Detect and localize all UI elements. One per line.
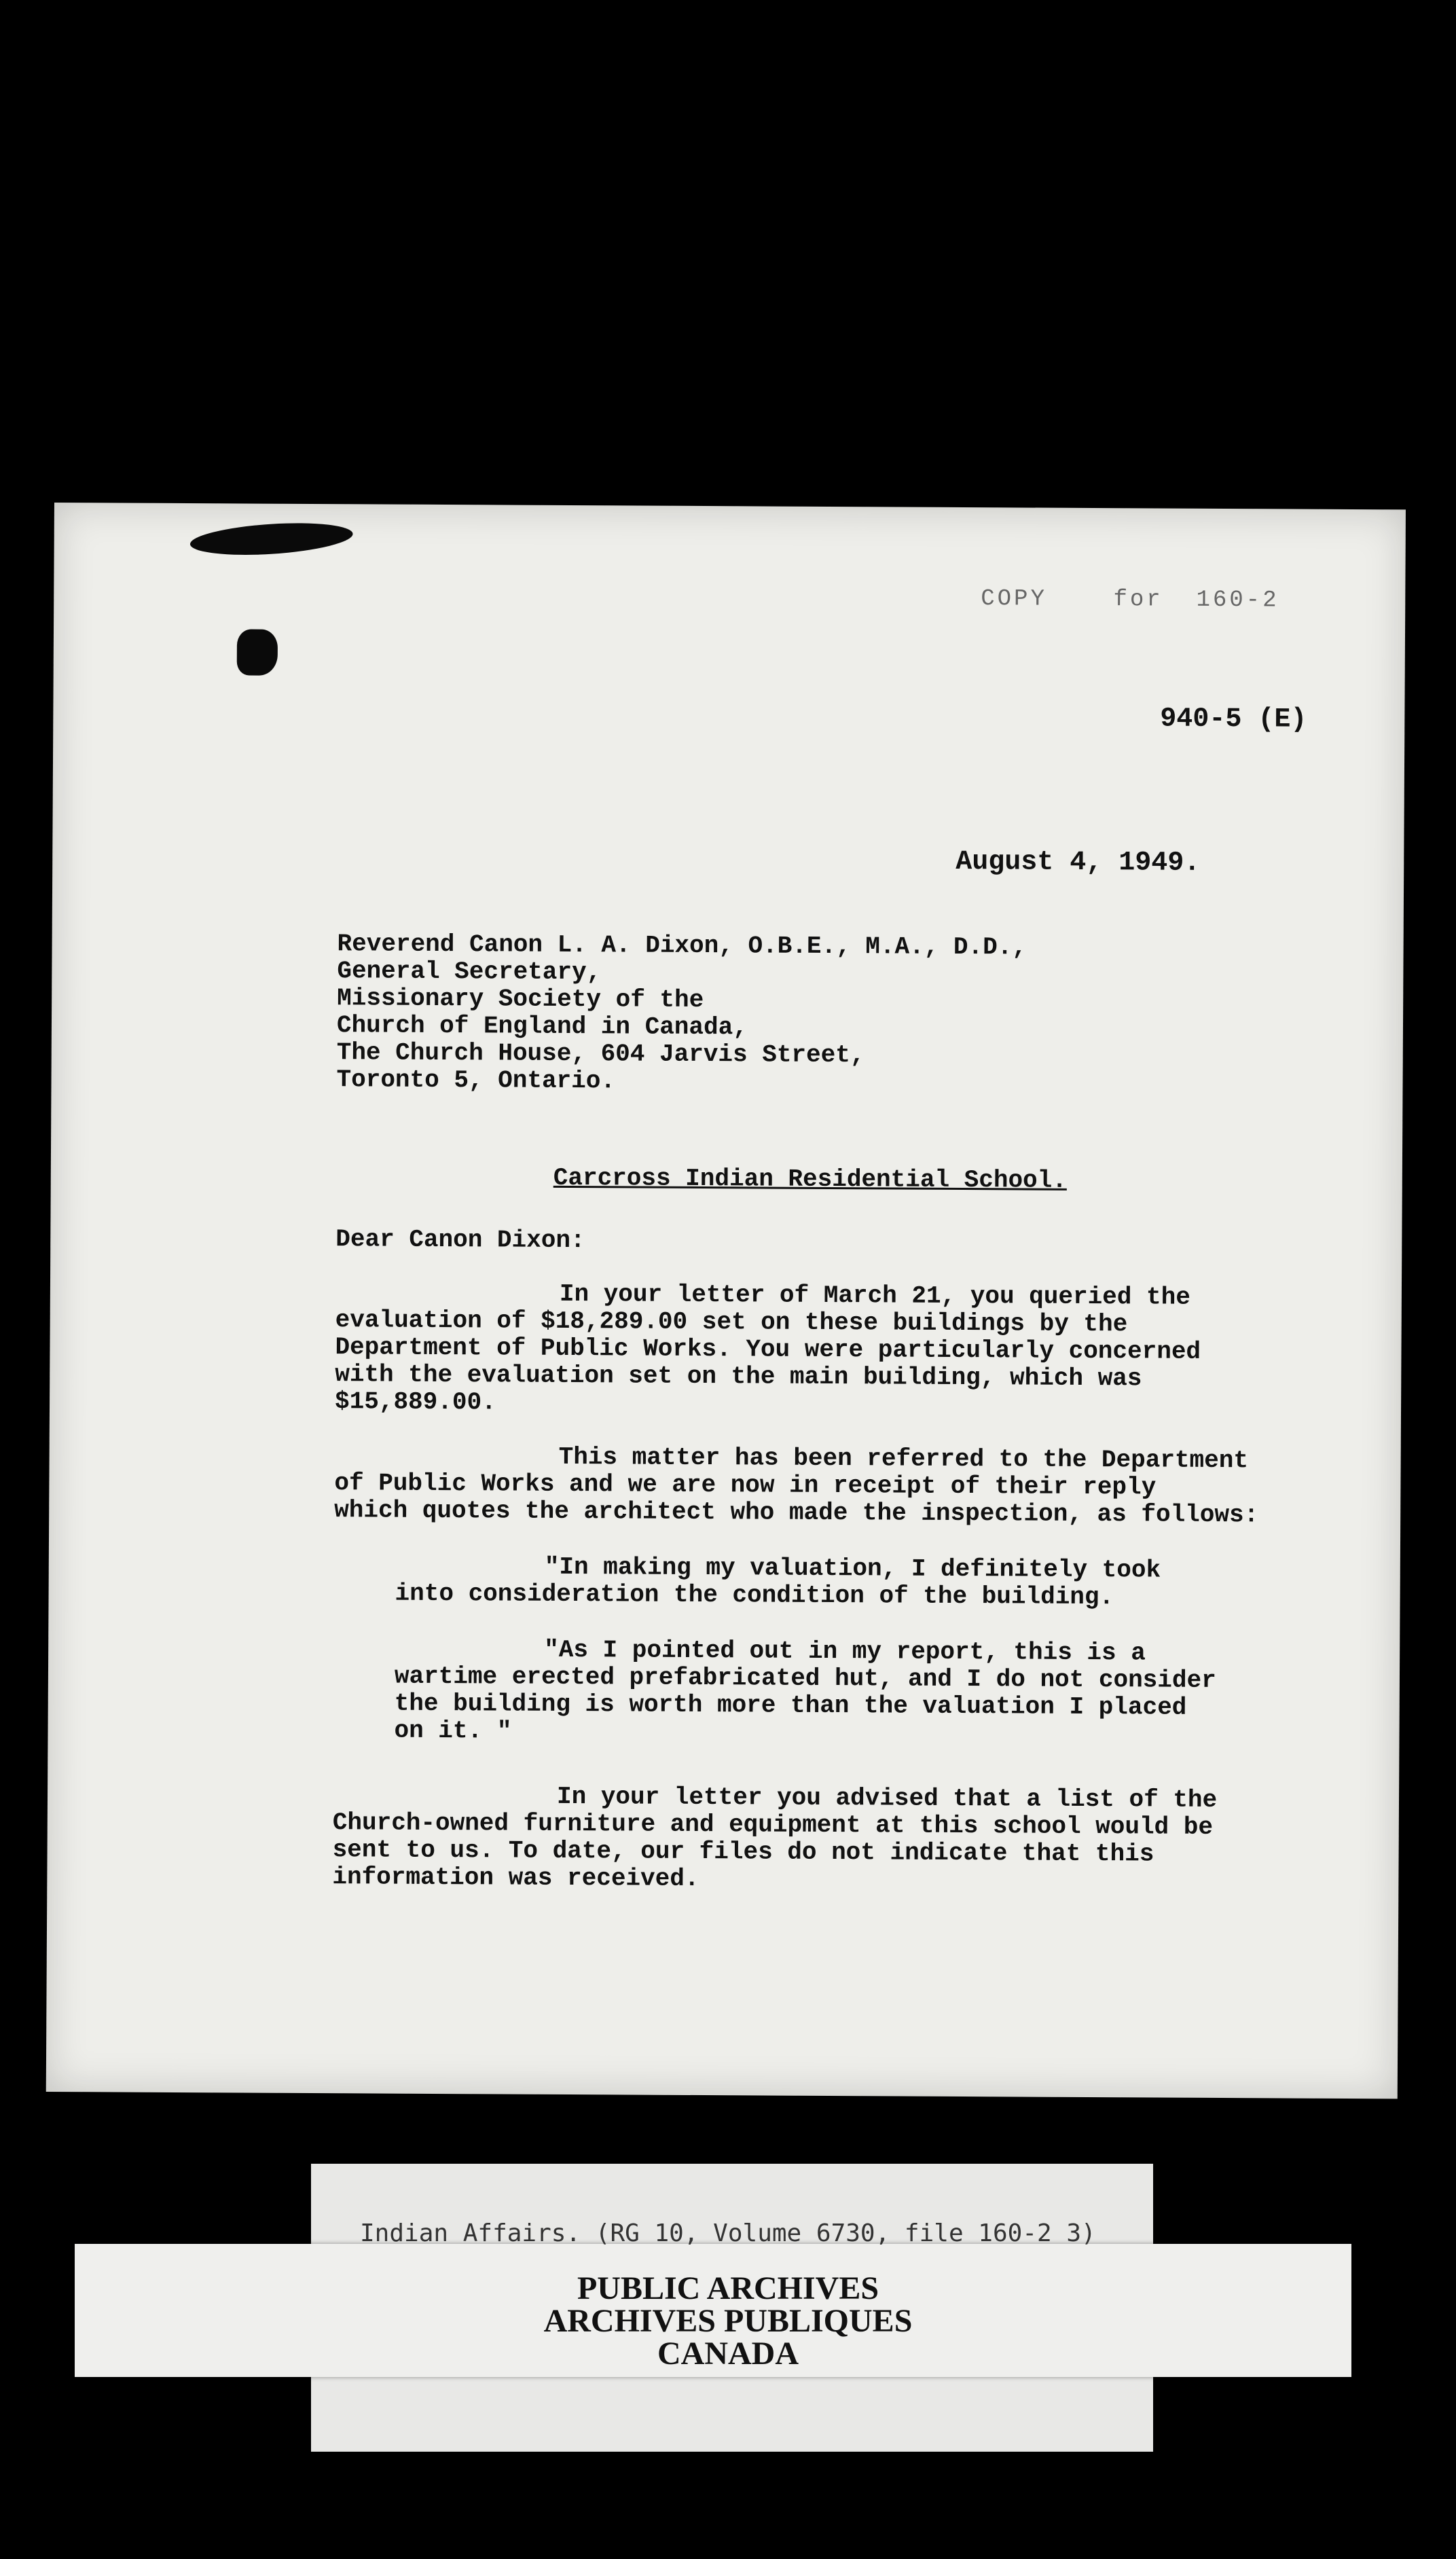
copy-stamp: COPY for 160-2 (981, 586, 1279, 614)
letter-subject: Carcross Indian Residential School. (553, 1163, 1068, 1195)
salutation: Dear Canon Dixon: (335, 1225, 585, 1255)
ink-blot (189, 519, 354, 559)
quote-line: "As I pointed out in my report, this is a (544, 1635, 1146, 1667)
quote-line: into consideration the condition of the building. (395, 1579, 1114, 1612)
quote-line: on it. " (394, 1716, 512, 1745)
paragraph-1 (335, 1280, 1313, 1421)
paragraph-line: with the evaluation set on the main building, which was (335, 1360, 1142, 1393)
architect-quote-2 (394, 1636, 1216, 1749)
paragraph-line: Department of Public Works. You were particularly concerned (335, 1333, 1201, 1366)
archive-title-line: PUBLIC ARCHIVES (577, 2270, 879, 2306)
address-line: General Secretary, (337, 957, 602, 987)
paragraph-line: $15,889.00. (334, 1387, 496, 1417)
archive-title-line: ARCHIVES PUBLIQUES (543, 2303, 913, 2339)
paragraph-line: Church-owned furniture and equipment at this school would be (332, 1809, 1214, 1841)
file-reference: 940-5 (E) (1160, 704, 1307, 736)
address-line: Missionary Society of the (337, 984, 704, 1015)
paragraph-line: which quotes the architect who made the inspection, as follows: (334, 1496, 1259, 1529)
address-line: Church of England in Canada, (336, 1011, 748, 1042)
address-line: The Church House, 604 Jarvis Street, (336, 1038, 865, 1070)
archive-title (0, 2272, 1456, 2370)
paragraph-line: information was received. (332, 1863, 699, 1893)
paragraph-line: This matter has been referred to the Department (558, 1442, 1249, 1475)
paragraph-line: evaluation of $18,289.00 set on these buildings by the (335, 1306, 1128, 1339)
punch-hole-mark (237, 629, 278, 675)
archive-reference: Indian Affairs. (RG 10, Volume 6730, file 160-2 3) (360, 2219, 1096, 2247)
archive-title-line: CANADA (657, 2336, 799, 2372)
paragraph-3 (332, 1782, 1311, 1896)
paragraph-line: In your letter you advised that a list of the (556, 1782, 1218, 1814)
recipient-address (336, 930, 1027, 1097)
paragraph-line: In your letter of March 21, you queried the (559, 1280, 1190, 1311)
letter-date: August 4, 1949. (956, 846, 1201, 879)
quote-line: the building is worth more than the valuation I placed (394, 1689, 1187, 1722)
letter-page (46, 503, 1406, 2099)
quote-line: "In making my valuation, I definitely took (544, 1553, 1161, 1584)
address-line: Reverend Canon L. A. Dixon, O.B.E., M.A., D.D., (337, 930, 1027, 962)
paragraph-line: of Public Works and we are now in receipt of their reply (334, 1469, 1157, 1502)
paragraph-line: sent to us. To date, our files do not indicate that this (332, 1836, 1154, 1868)
architect-quote-1 (395, 1553, 1161, 1612)
address-line: Toronto 5, Ontario. (336, 1066, 616, 1095)
quote-line: wartime erected prefabricated hut, and I do not consider (394, 1662, 1216, 1694)
paragraph-2 (334, 1442, 1313, 1529)
